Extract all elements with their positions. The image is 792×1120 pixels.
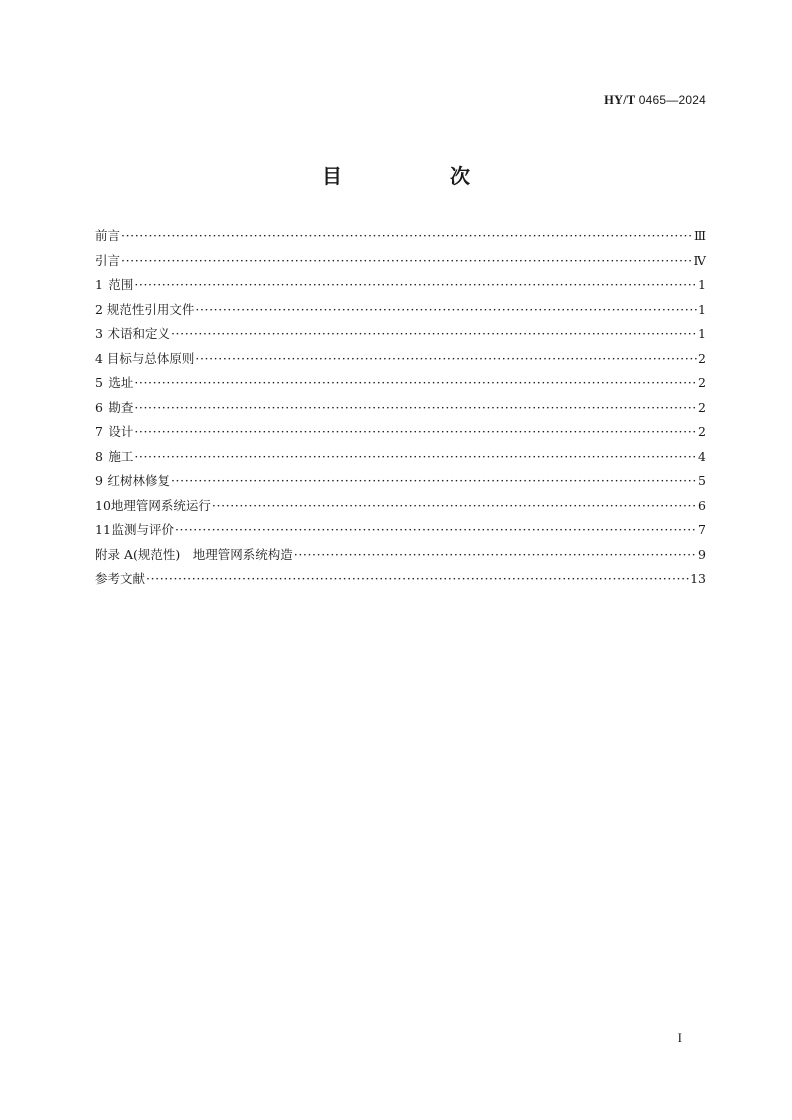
toc-entry-page: 6 xyxy=(698,497,706,513)
toc-entry-label: 术语和定义 xyxy=(107,326,170,341)
toc-entry-label: 范围 xyxy=(108,277,134,292)
toc-dot-leader xyxy=(212,494,697,519)
toc-entry-label: 规范性引用文件 xyxy=(106,301,195,317)
toc-entry-number: 1 xyxy=(95,277,103,292)
toc-entry-label: 地理管网系统运行 xyxy=(110,497,211,513)
toc-entry-page: 2 xyxy=(698,424,706,439)
toc-entry[interactable] xyxy=(95,249,706,274)
toc-dot-leader xyxy=(134,273,697,298)
table-of-contents xyxy=(95,224,706,592)
toc-entry-page: 5 xyxy=(698,473,706,488)
toc-title: 目 次 xyxy=(322,164,514,188)
toc-dot-leader xyxy=(171,469,697,494)
toc-entry[interactable] xyxy=(95,273,706,298)
toc-entry-number: 9 xyxy=(95,473,103,488)
toc-entry[interactable] xyxy=(95,396,706,421)
toc-entry-number: 7 xyxy=(95,424,103,439)
toc-dot-leader xyxy=(134,371,697,396)
toc-dot-leader xyxy=(146,567,689,592)
toc-dot-leader xyxy=(195,347,697,372)
toc-entry-number: 5 xyxy=(95,375,103,390)
page-number: I xyxy=(677,1030,682,1045)
toc-entry-page: 2 xyxy=(698,375,706,390)
toc-entry-number: 8 xyxy=(95,448,103,464)
toc-entry-number: 10 xyxy=(95,497,111,513)
toc-entry[interactable] xyxy=(95,567,706,592)
toc-entry[interactable] xyxy=(95,469,706,494)
toc-entry-label: 前言 xyxy=(95,228,121,243)
toc-entry-label: 引言 xyxy=(95,252,121,268)
standard-prefix: HY/T xyxy=(604,93,636,107)
toc-entry-page: 7 xyxy=(698,522,706,537)
toc-entry-label: 设计 xyxy=(108,424,134,439)
toc-entry-number: 6 xyxy=(95,399,103,415)
toc-entry-number: 4 xyxy=(95,350,103,366)
toc-dot-leader xyxy=(121,224,693,249)
toc-entry-number: 11 xyxy=(95,522,111,537)
toc-entry-page: 13 xyxy=(690,571,706,586)
toc-entry[interactable] xyxy=(95,322,706,347)
toc-entry-label: 红树林修复 xyxy=(107,473,170,488)
toc-entry-label: 勘查 xyxy=(108,399,134,415)
toc-entry-page: Ⅳ xyxy=(693,252,706,268)
toc-entry[interactable] xyxy=(95,224,706,249)
toc-entry[interactable] xyxy=(95,445,706,470)
toc-entry[interactable] xyxy=(95,494,706,519)
toc-entry-number: 2 xyxy=(95,301,103,317)
toc-entry[interactable] xyxy=(95,298,706,323)
toc-entry-label: 选址 xyxy=(108,375,134,390)
toc-entry[interactable] xyxy=(95,518,706,543)
toc-entry-page: 9 xyxy=(698,546,706,562)
toc-entry[interactable] xyxy=(95,347,706,372)
toc-entry-number: 3 xyxy=(95,326,103,341)
toc-dot-leader xyxy=(134,445,697,470)
standard-code xyxy=(604,93,706,108)
toc-entry-page: 1 xyxy=(698,277,706,292)
toc-dot-leader xyxy=(134,396,697,421)
toc-dot-leader xyxy=(121,249,692,274)
toc-entry-label: 附录 A(规范性) 地理管网系统构造 xyxy=(95,546,293,562)
toc-entry-page: 1 xyxy=(698,301,706,317)
toc-entry-page: 4 xyxy=(698,448,706,464)
toc-entry-page: 1 xyxy=(698,326,706,341)
toc-dot-leader xyxy=(175,518,697,543)
toc-entry-page: 2 xyxy=(698,350,706,366)
toc-entry-label: 目标与总体原则 xyxy=(106,350,195,366)
toc-entry[interactable] xyxy=(95,543,706,568)
toc-entry[interactable] xyxy=(95,371,706,396)
toc-entry-page: 2 xyxy=(698,399,706,415)
toc-dot-leader xyxy=(294,543,697,568)
toc-entry[interactable] xyxy=(95,420,706,445)
standard-number: 0465—2024 xyxy=(638,93,706,107)
toc-entry-label: 施工 xyxy=(108,448,134,464)
toc-dot-leader xyxy=(171,322,697,347)
toc-entry-page: Ⅲ xyxy=(693,228,706,243)
toc-entry-label: 监测与评价 xyxy=(111,522,174,537)
toc-dot-leader xyxy=(195,298,697,323)
toc-entry-label: 参考文献 xyxy=(95,571,146,586)
toc-dot-leader xyxy=(134,420,697,445)
